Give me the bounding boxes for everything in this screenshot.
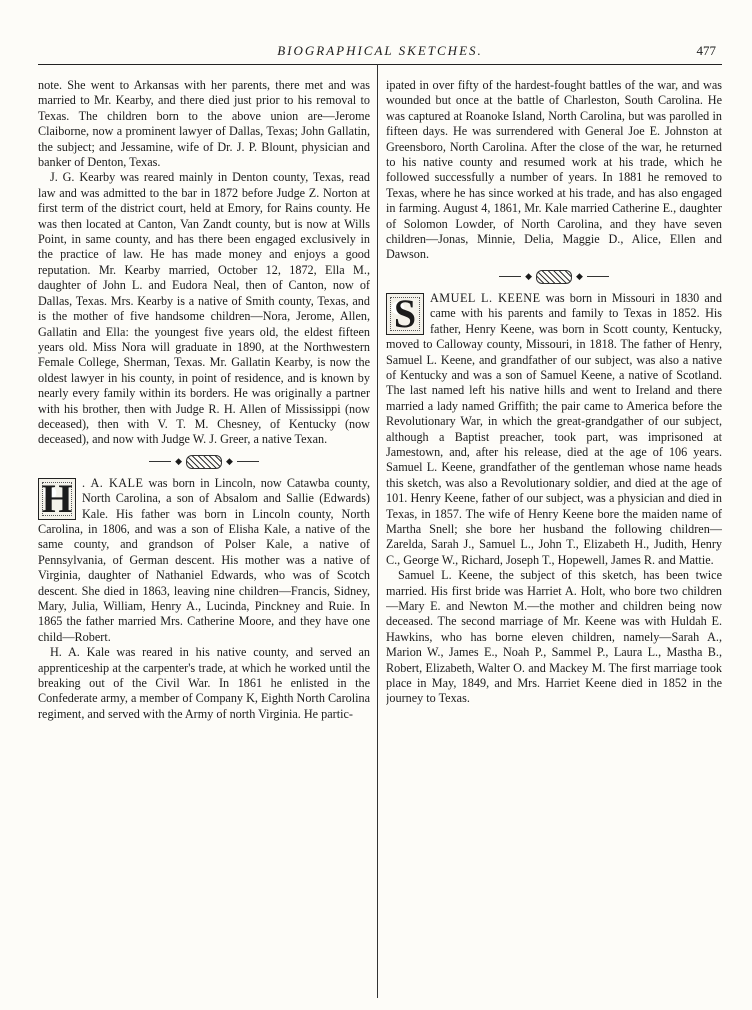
section-ornament-icon: ◆ ◆ [386, 263, 722, 291]
kale-paragraph-2: H. A. Kale was reared in his native county, and served an apprenticeship at the carpenter's trade, at which he worked until the breaking out of the Civil War. In 1861 he enlisted in the Confederate army, a member of Company K, Eighth North Carolina regiment, and served with the Army of north Virginia. He partic- [38, 645, 370, 721]
kearby-paragraph-1: note. She went to Arkansas with her parents, there met and was married to Mr. Kearby, and there died just prior to his removal to Texas. The children born to the above union are—Jerome Claiborne, now a prominent lawyer of Dallas, Texas; John Gallatin, the subject; and Jessamine, wife of Dr. J. P. Blount, physician and banker of Denton, Texas. [38, 78, 370, 170]
left-column [38, 78, 370, 990]
page-number: 477 [696, 43, 716, 58]
kale-paragraph-3: ipated in over fifty of the hardest-fought battles of the war, and was wounded but once at the battle of Charleston, South Carolina. He was captured at Roanoke Island, North Carolina, but was parolled in fifteen days. He was surrendered with General Joe E. Johnston at Greensboro, North Carolina. After the close of the war, he returned to his native county and resumed work at his trade, which he followed successfully a number of years. In 1881 he removed to Texas, where he has since worked at his trade, and has also engaged in farming. August 4, 1861, Mr. Kale married Catherine E., daughter of Solomon Lowder, of North Carolina, and they have seven children—Jonas, Minnie, Delia, Maggie D., Alice, Ellen and Dawson. [386, 78, 722, 262]
keene-paragraph-2: Samuel L. Keene, the subject of this sketch, has been twice married. His first bride was Harriet A. Holt, who bore two children—Mary E. and Newton M.—the mother and children being now deceased. The second marriage of Mr. Keene was with Huldah E. Hawkins, who has borne eleven children, namely—Sarah A., Marion W., James E., Noah P., Sammel P., Laura L., Mastha B., Robert, Elizabeth, Walter O. and Mackey M. The first marriage took place in May, 1849, and Mrs. Harriet Keene died in 1852 in the journey to Texas. [386, 568, 722, 706]
keene-paragraph-1 [386, 291, 722, 568]
header-rule [38, 64, 722, 65]
kearby-paragraph-2: J. G. Kearby was reared mainly in Denton county, Texas, read law and was admitted to the bar in 1872 before Judge Z. Norton at first term of the district court, held at Emory, for Rains county. He was then located at Canton, Van Zandt county, but is now at Wills Point, in same county, and has there been engaged exclusively in the practice of law. He has made money and enjoys a good reputation. Mr. Kearby married, October 12, 1872, Ella M., daughter of John L. and Eudora Neal, then of Canton, now of Dallas, Texas. Mrs. Kearby is a native of Smith county, Texas, and is the mother of five handsome children—Nora, Jerome, Allen, Gallatin and Ella: the youngest five years old, the eldest fifteen years old. Miss Nora will graduate in 1890, at the Northwestern Female College, Sherman, Texas. Mr. Gallatin Kearby, is now the oldest lawyer in his county, in point of residence, and is known by nearly every family within its borders. He was originally a partner with his brother, then with Judge R. H. Allen of Mississippi (now deceased), then with V. T. M. Chesney, of Kentucky (now deceased), and now with Judge W. J. Greer, a native Texan. [38, 170, 370, 447]
keene-name: AMUEL L. KEENE [430, 290, 541, 305]
column-divider [377, 64, 378, 998]
kale-name: . A. KALE [82, 475, 144, 490]
right-column [386, 78, 722, 990]
running-title: BIOGRAPHICAL SKETCHES. [277, 43, 483, 58]
page-header [38, 40, 722, 62]
kale-paragraph-1 [38, 476, 370, 645]
section-ornament-icon: ◆ ◆ [38, 448, 370, 476]
kale-paragraph-1-text: was born in Lincoln, now Catawba county, North Carolina, a son of Absalom and Sallie (Edwards) Kale. His father was born in Lincoln county, North Carolina, in 1806, and was a son of Elisha Kale, a native of the same county, and grandson of Polser Kale, a native of Pennsylvania, of German descent. His mother was a native of Virginia, daughter of Nathaniel Edwards, who was of Scotch descent. She died in 1863, leaving nine children—Francis, Sidney, Mary, Julia, William, Henry A., Lucinda, Pinckney and Ruie. In 1865 the father married Mrs. Catherine Moore, and they have one child—Robert. [38, 475, 370, 644]
decorated-initial-icon: H [38, 478, 76, 520]
decorated-initial-icon: S [386, 293, 424, 335]
keene-paragraph-1-text: was born in Missouri in 1830 and came with his parents and family to Texas in 1852. His father, Henry Keene, was born in Scott county, Kentucky, moved to Calloway county, Missouri, in 1818. The father of Henry, Samuel L. Keene, and grandfather of our subject, was also a native of Kentucky and was a son of Samuel Keene, a native of Scotland. The last named left his native hills and went to Ireland and there married a lady named Griffith; the pair came to America before the Revolutionary War, in which the great-grandgather of our subject, although a Baptist preacher, took part, was imprisoned at Jamestown, and, after his release, died at the age of 106 years. Samuel L. Keene, grandfather of the gentleman whose name heads this sketch, was also a Revolutionary soldier, and died at the age of 101. Henry Keene, father of our subject, was a physician and died in Texas, in 1857. The wife of Henry Keene bore the maiden name of Martha Snell; she bore her husband the following children—Zarelda, Sarah J., Samuel L., John T., Elizabeth H., Judith, Henry C., George W., Richard, Joseph T., Hopewell, James R. and Mattie. [386, 290, 722, 567]
